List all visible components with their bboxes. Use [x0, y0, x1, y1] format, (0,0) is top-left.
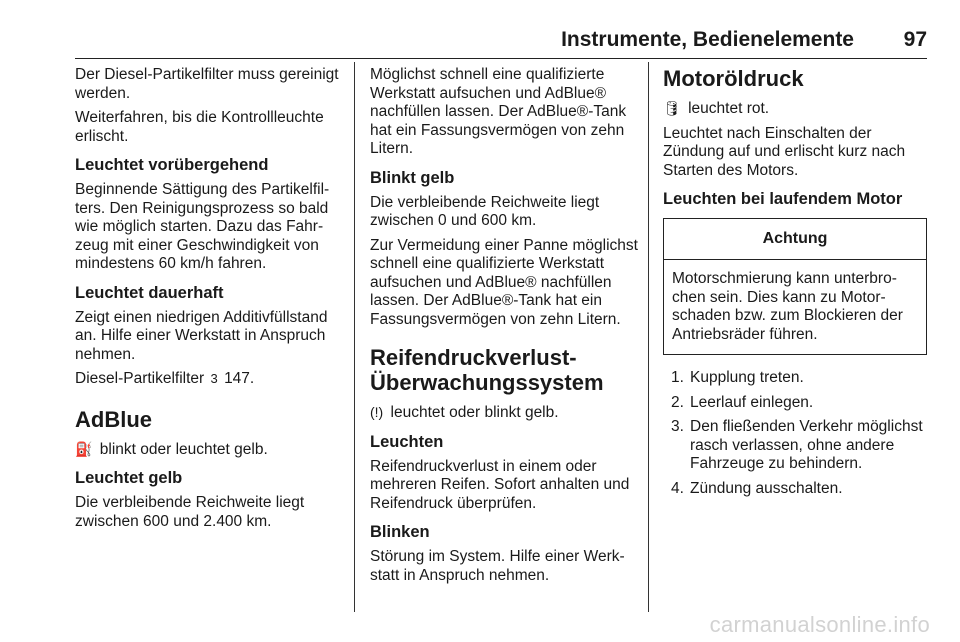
reference-text: Diesel-Partikelfilter	[75, 370, 205, 387]
heading-tyre-pressure: Reifendruckverlust-Überwachungssystem	[370, 345, 604, 395]
steps-list	[663, 369, 927, 498]
page-title: Instrumente, Bedienelemente	[561, 28, 854, 51]
page-header	[75, 28, 927, 59]
subheading-permanent: Leuchtet dauerhaft	[75, 283, 224, 302]
adblue-icon: ⛽	[75, 440, 93, 457]
indicator-line: 🛢 leuchtet rot.	[663, 100, 770, 117]
subheading-running: Leuchten bei laufendem Motor	[663, 190, 903, 208]
column-divider	[648, 62, 649, 612]
paragraph: Die verbleibende Reichweite liegt zwischen 600 und 2.400 km.	[75, 494, 305, 530]
column-1	[75, 66, 345, 537]
column-3	[663, 66, 927, 504]
heading-oil-pressure: Motoröldruck	[663, 66, 804, 91]
paragraph: Leuchtet nach Einschalten der Zündung auf und erlischt kurz nach Starten des Motors.	[663, 124, 906, 179]
subheading-temporary: Leuchtet vorübergehend	[75, 156, 269, 174]
paragraph: Der Diesel-Partikelfilter muss gereinigt werden.	[75, 66, 339, 102]
indicator-line: (!) leuchtet oder blinkt gelb.	[370, 404, 559, 421]
subheading-flash: Blinken	[370, 523, 430, 541]
paragraph: Zur Vermeidung einer Panne möglichst schnell eine qualifizierte Werkstatt aufsuchen und AdBlue® nachfüllen lassen. Der AdBlue®-Tank hat ein Fassungsvermögen von zehn Litern.	[370, 236, 638, 328]
reference-page: 147.	[224, 370, 255, 387]
watermark: carmanualsonline.info	[709, 612, 930, 637]
page-reference-icon: 3	[210, 371, 218, 386]
paragraph: Beginnende Sättigung des Partikelfilters. Den Reinigungsprozess so bald wie möglich starten. Dazu das Fahrzeug mit einer Geschwindigkeit von mindestens 60 km/h fahren.	[75, 181, 330, 272]
list-item: 1. Kupplung treten.	[671, 369, 804, 386]
paragraph: Zeigt einen niedrigen Additivfüllstand an. Hilfe einer Werkstatt in Anspruch nehmen.	[75, 308, 328, 363]
warning-box	[663, 218, 927, 355]
list-item: 3. Den fließenden Verkehr möglichst rasch verlassen, ohne andere Fahrzeuge zu behindern.	[671, 418, 923, 472]
paragraph: Störung im System. Hilfe einer Werkstatt in Anspruch nehmen.	[370, 548, 625, 584]
list-item: 4. Zündung ausschalten.	[671, 479, 843, 497]
paragraph: Weiterfahren, bis die Kontrollleuchte erlischt.	[75, 109, 324, 145]
list-item: 2. Leerlauf einlegen.	[671, 393, 814, 411]
paragraph: Reifendruckverlust in einem oder mehreren Reifen. Sofort anhalten und Reifendruck überprüfen.	[370, 457, 630, 512]
subheading-blink: Blinkt gelb	[370, 168, 455, 187]
subheading-light: Leuchten	[370, 432, 444, 451]
paragraph: Möglichst schnell eine qualifizierte Werkstatt aufsuchen und AdBlue® nachfüllen lassen. Der AdBlue®-Tank hat ein Fassungsvermögen von zehn Litern.	[370, 66, 627, 157]
column-2	[370, 66, 640, 591]
indicator-line: ⛽ blinkt oder leuchtet gelb.	[75, 440, 268, 458]
column-divider	[354, 62, 355, 612]
paragraph: Die verbleibende Reichweite liegt zwischen 0 und 600 km.	[370, 193, 600, 229]
heading-adblue: AdBlue	[75, 406, 152, 432]
tyre-pressure-icon: (!)	[370, 404, 384, 420]
warning-title: Achtung	[664, 219, 926, 260]
cross-reference	[75, 370, 345, 389]
warning-text: Motorschmierung kann unterbrochen sein. Dies kann zu Motorschaden bzw. zum Blockieren der Antriebsräder führen.	[672, 270, 903, 343]
subheading-yellow: Leuchtet gelb	[75, 469, 183, 487]
oil-can-icon: 🛢	[663, 100, 681, 116]
page-number: 97	[903, 28, 927, 51]
